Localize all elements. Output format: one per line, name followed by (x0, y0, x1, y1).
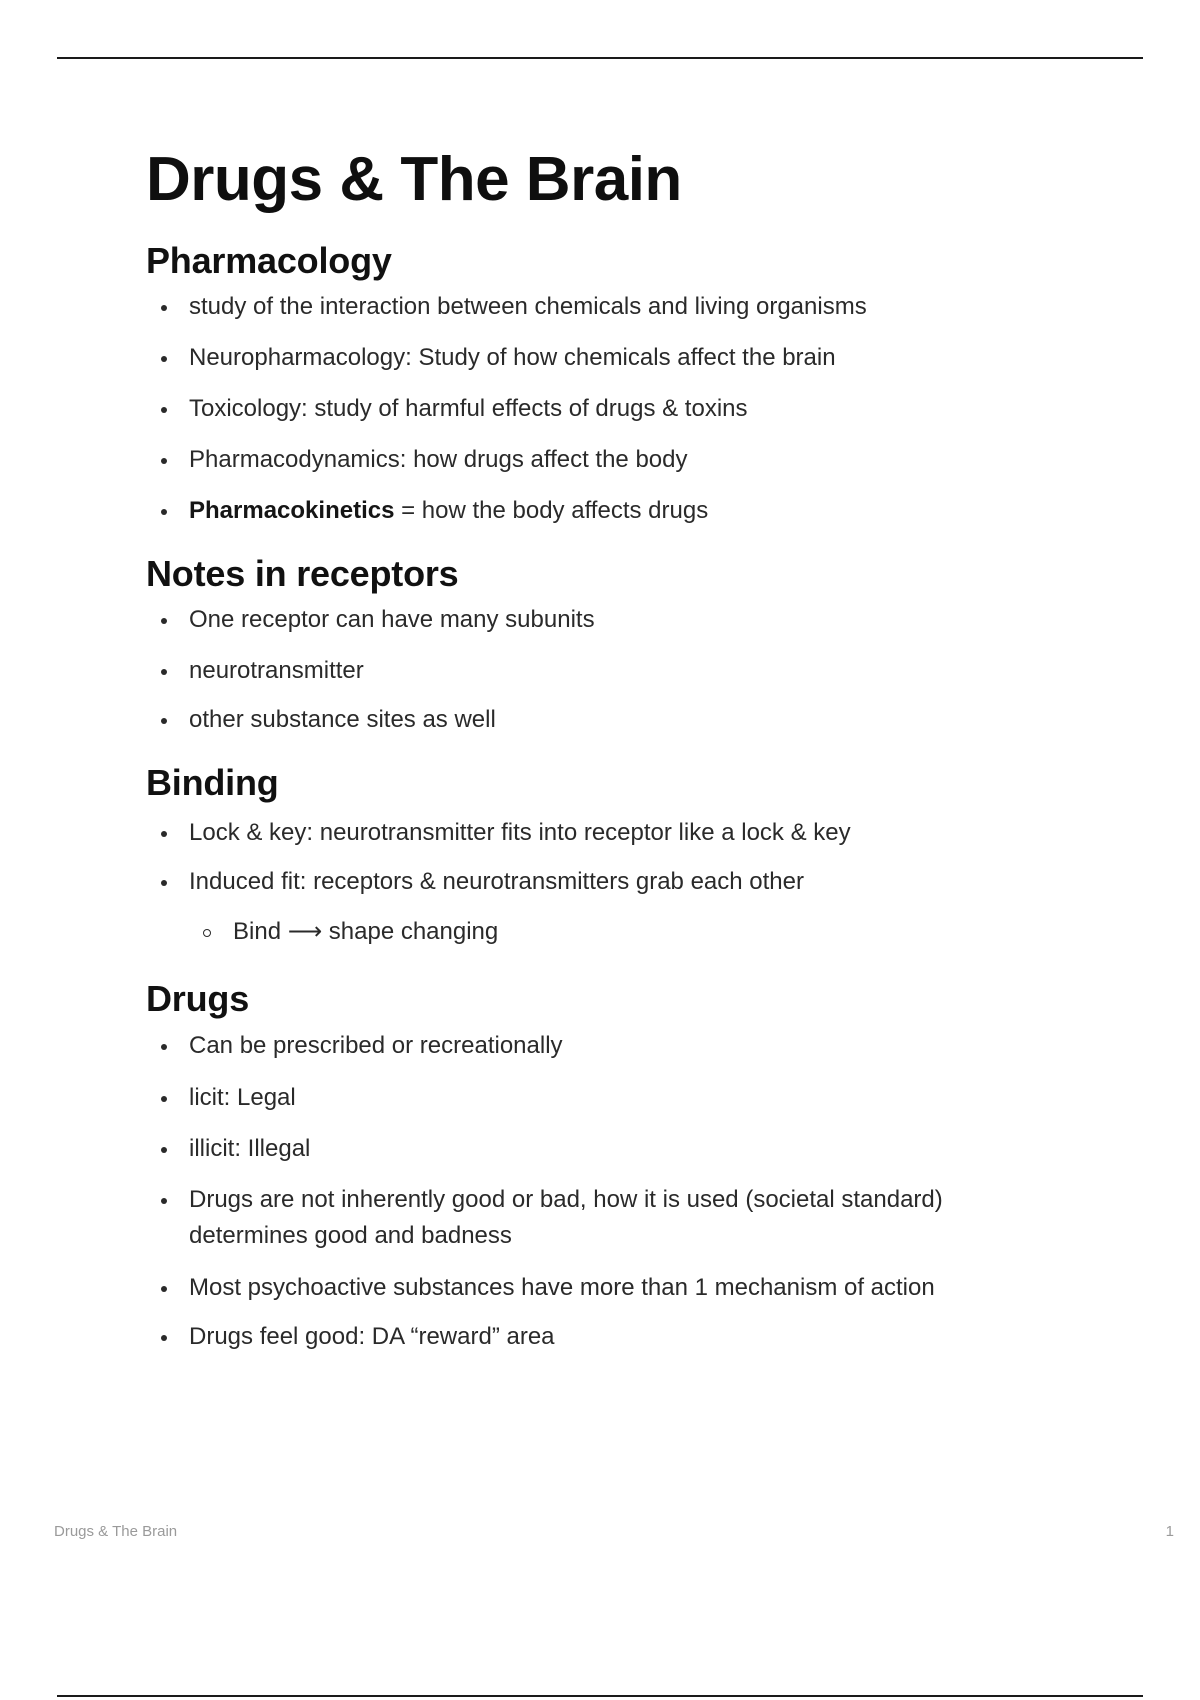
bullet-icon (161, 305, 167, 311)
page-title: Drugs & The Brain (146, 145, 682, 214)
section-heading: Drugs (146, 978, 250, 1019)
bullet-icon (161, 880, 167, 886)
bullet-icon (161, 1096, 167, 1102)
bullet-list (146, 815, 1066, 950)
section-heading: Binding (146, 762, 279, 803)
footer-title: Drugs & The Brain (54, 1523, 178, 1540)
list-item: Pharmacodynamics: how drugs affect the body (146, 442, 1066, 478)
section-drugs (146, 976, 1066, 1355)
bullet-list (146, 1028, 1066, 1355)
list-item: Neuropharmacology: Study of how chemicals affect the brain (146, 340, 1066, 376)
list-item: Pharmacokinetics = how the body affects drugs (146, 493, 1066, 529)
bullet-list (146, 289, 1066, 529)
bottom-rule (57, 1695, 1143, 1697)
list-item: Induced fit: receptors & neurotransmitters grab each other (146, 864, 1066, 900)
list-item: One receptor can have many subunits (146, 602, 1066, 638)
list-item: Drugs are not inherently good or bad, how it is used (societal standard) determines good and badness (146, 1182, 1049, 1254)
list-item: Lock & key: neurotransmitter fits into receptor like a lock & key (146, 815, 1066, 851)
list-item: Can be prescribed or recreationally (146, 1028, 1066, 1064)
bullet-icon (161, 356, 167, 362)
list-item: other substance sites as well (146, 702, 1066, 738)
top-rule (57, 57, 1143, 59)
bold-term: Pharmacokinetics (189, 497, 395, 524)
section-pharmacology (146, 238, 1066, 529)
bullet-icon (161, 407, 167, 413)
bullet-icon (161, 618, 167, 624)
section-receptors (146, 551, 1066, 738)
bullet-icon (161, 1335, 167, 1341)
bullet-icon (161, 1044, 167, 1050)
bullet-icon (161, 1198, 167, 1204)
bullet-icon (161, 1286, 167, 1292)
section-heading: Notes in receptors (146, 553, 459, 594)
bullet-icon (161, 458, 167, 464)
bullet-icon (161, 718, 167, 724)
bullet-icon (161, 509, 167, 515)
list-item: licit: Legal (146, 1080, 1066, 1116)
list-item: Drugs feel good: DA “reward” area (146, 1319, 1066, 1355)
sub-list-item: Bind ⟶ shape changing (146, 914, 1066, 950)
list-item: Most psychoactive substances have more than 1 mechanism of action (146, 1270, 1066, 1306)
list-item: illicit: Illegal (146, 1131, 1066, 1167)
section-binding (146, 760, 1066, 950)
bullet-list (146, 602, 1066, 738)
hollow-bullet-icon (203, 929, 211, 937)
bullet-icon (161, 669, 167, 675)
bullet-icon (161, 1147, 167, 1153)
bullet-icon (161, 831, 167, 837)
list-item: study of the interaction between chemicals and living organisms (146, 289, 1066, 325)
list-item: Toxicology: study of harmful effects of drugs & toxins (146, 391, 1066, 427)
page-content (146, 140, 1066, 1355)
section-heading: Pharmacology (146, 240, 392, 281)
footer-page-number: 1 (1165, 1523, 1174, 1540)
list-item: neurotransmitter (146, 653, 1066, 689)
